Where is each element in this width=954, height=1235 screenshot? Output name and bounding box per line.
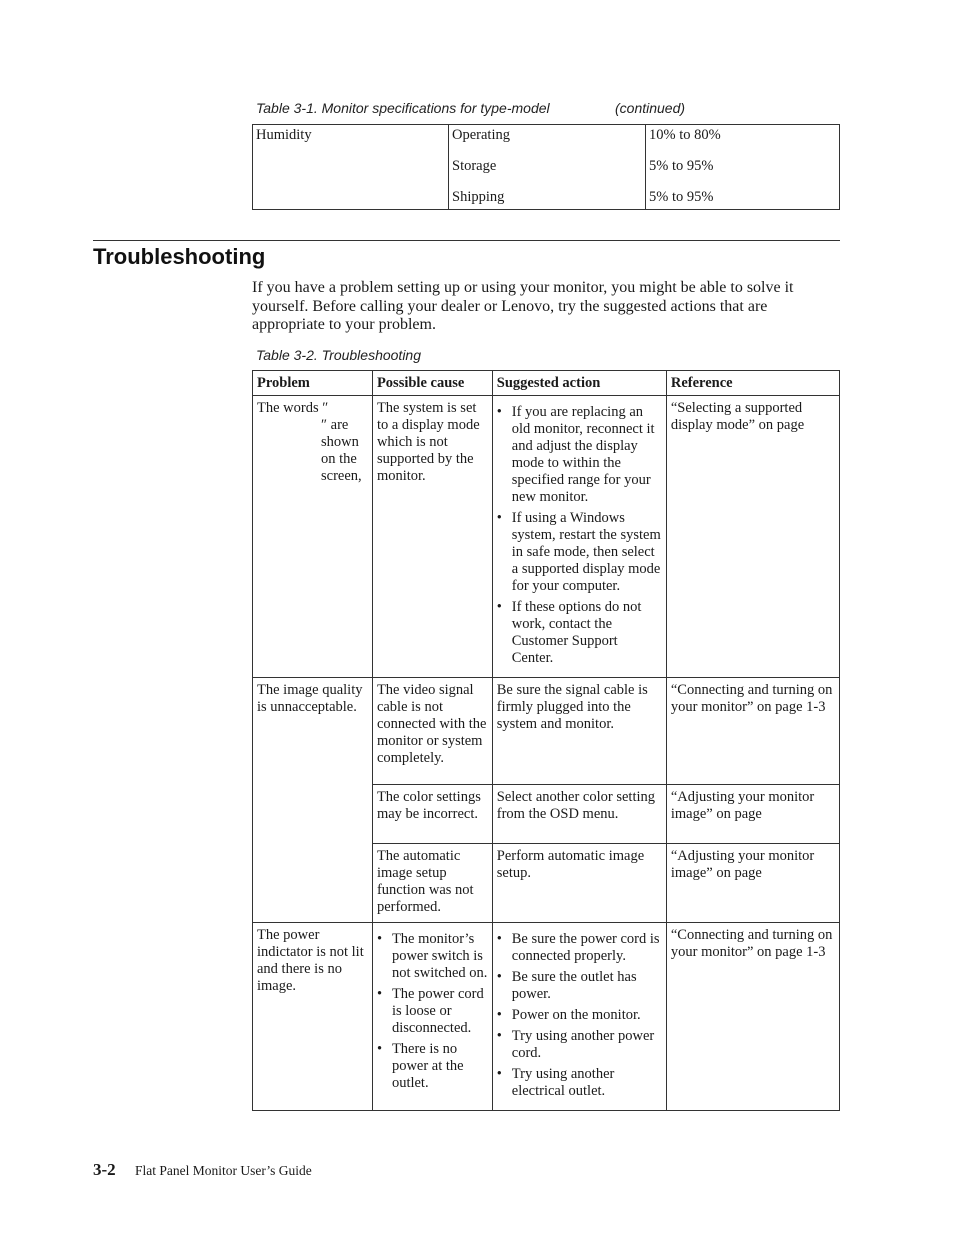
value-storage: 5% to 95% [649, 158, 714, 174]
problem-cell: The image quality is unnacceptable. [253, 678, 373, 923]
action-list [497, 931, 662, 1100]
value-shipping: 5% to 95% [649, 189, 714, 205]
action-cell: Perform automatic image setup. [492, 844, 666, 923]
list-item: • If using a Windows system, restart the system in safe mode, then select a supported display mode for your computer. [497, 510, 662, 595]
list-item: • Try using another power cord. [497, 1028, 662, 1062]
cause-cell [372, 923, 492, 1111]
troubleshooting-table [252, 370, 840, 1111]
footer-title: Flat Panel Monitor User’s Guide [135, 1163, 312, 1178]
intro-paragraph: If you have a problem setting up or using your monitor, you might be able to solve it yourself. Before calling your dealer or Lenovo, try the suggested actions that are appropriate to your problem. [252, 279, 794, 333]
action-cell [492, 396, 666, 678]
list-item: • There is no power at the outlet. [377, 1041, 488, 1092]
list-item: • The monitor’s power switch is not switched on. [377, 931, 488, 982]
list-item: • If you are replacing an old monitor, reconnect it and adjust the display mode to within the specified range for your new monitor. [497, 404, 662, 506]
list-item: • Power on the monitor. [497, 1007, 662, 1024]
list-item: • The power cord is loose or disconnected. [377, 986, 488, 1037]
table-row [253, 678, 840, 785]
list-item: • Be sure the power cord is connected properly. [497, 931, 662, 965]
problem-text-part1: The words ″ [257, 400, 329, 416]
table2-caption [256, 347, 421, 363]
condition-shipping: Shipping [452, 189, 505, 205]
action-cell [492, 923, 666, 1111]
condition-operating: Operating [452, 127, 510, 143]
reference-cell: “Connecting and turning on your monitor” on page 1-3 [666, 678, 839, 785]
list-item: • Be sure the outlet has power. [497, 969, 662, 1003]
table-row [253, 125, 840, 210]
problem-cell [253, 396, 373, 678]
header-reference: Reference [666, 371, 839, 396]
cause-cell: The system is set to a display mode which is not supported by the monitor. [372, 396, 492, 678]
humidity-label: Humidity [253, 125, 449, 210]
spec-table [252, 124, 840, 210]
page-footer [93, 1160, 312, 1180]
cause-cell: The video signal cable is not connected with the monitor or system completely. [372, 678, 492, 785]
header-possible-cause: Possible cause [372, 371, 492, 396]
table-header-row [253, 371, 840, 396]
cause-cell: The automatic image setup function was not performed. [372, 844, 492, 923]
table1-caption [256, 100, 550, 116]
list-item: • If these options do not work, contact the Customer Support Center. [497, 599, 662, 667]
header-problem: Problem [253, 371, 373, 396]
humidity-conditions [449, 125, 646, 210]
action-cell: Select another color setting from the OSD menu. [492, 785, 666, 844]
reference-cell: “Adjusting your monitor image” on page [666, 785, 839, 844]
header-suggested-action: Suggested action [492, 371, 666, 396]
table2-caption-text: Table 3-2. Troubleshooting [256, 347, 421, 363]
reference-cell: “Connecting and turning on your monitor” on page 1-3 [666, 923, 839, 1111]
table-row [253, 396, 840, 678]
cause-cell: The color settings may be incorrect. [372, 785, 492, 844]
problem-cell: The power indictator is not lit and there is no image. [253, 923, 373, 1111]
reference-cell: “Selecting a supported display mode” on page [666, 396, 839, 678]
reference-cell: “Adjusting your monitor image” on page [666, 844, 839, 923]
action-list [497, 404, 662, 667]
list-item: • Try using another electrical outlet. [497, 1066, 662, 1100]
condition-storage: Storage [452, 158, 497, 174]
humidity-values [646, 125, 840, 210]
table1-continued [615, 100, 685, 116]
table1-continued-text: (continued) [615, 100, 686, 116]
section-divider [93, 240, 840, 241]
action-cell: Be sure the signal cable is firmly plugged into the system and monitor. [492, 678, 666, 785]
section-heading: Troubleshooting [93, 244, 266, 269]
table1-caption-text: Table 3-1. Monitor specifications for type-model [256, 100, 550, 116]
problem-text-part2: ″ are shown on the screen, [321, 417, 362, 484]
value-operating: 10% to 80% [649, 127, 721, 143]
cause-list [377, 931, 488, 1092]
table-row [253, 923, 840, 1111]
page-number: 3-2 [93, 1160, 116, 1179]
